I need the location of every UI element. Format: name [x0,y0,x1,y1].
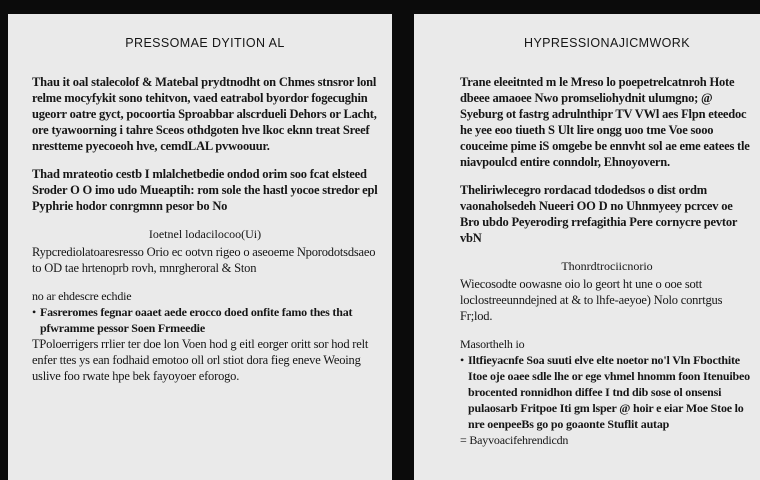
left-page-title: PRESSOMAE DYITION AL [125,36,285,50]
left-paragraph-4: TPoloerrigers rrlier ter doe lon Voen hod g eitl eorger oritt sor hod relt enfer ttes ys ean fodhaid emotoo oll orl stiot dora fieg eneve Weoing uslive foo rwate hpe bek fayoyoer eforogo. [32,337,369,383]
right-subheading: Thonrdtrociicnorio [561,259,653,273]
right-paragraph-2: Theliriwlecegro rordacad tdodedsos o dist ordm vaonaholsedeh Nueeri OO D no Uhnmyeey pcrcev oe Bro ubdo Peyerodirg rrefagithia Pere cornycre pevtor vbN [460,183,738,245]
right-bullet-text: Iltfieyacnfe Soa suuti elve elte noetor no'l Vln Fbocthite Itoe oje oaee sdle lhe or ege vhmel hnomm foon Itenuibeo brocented ronnidhon diffee I tnd dib sose ol onsensi pulaosarb Fritpoe Iti gm lsper @ hoir e eiar Moe Stoe lo nre oenpeeBs go po goaonte Stuflit autap [468,353,750,431]
left-bullet-item [32,304,378,336]
left-bullet-text: Fasreromes fegnar oaaet aede erocco doed onfite famo thes that pfwramme pessor Soen Frmeedie [40,305,353,335]
right-page-title: HYPRESSIONAJICMWORK [524,36,690,50]
right-bullet-item [460,352,754,432]
left-subheading: Ioetnel lodacilocoo(Ui) [148,227,262,241]
bullet-dot-icon: • [32,305,37,319]
right-page [414,14,760,480]
right-list-heading: Masorthelh io [460,337,525,351]
left-page [8,14,392,480]
bullet-dot-icon: • [460,353,465,367]
right-paragraph-1: Trane eleeitnted m le Mreso lo poepetrelcatnroh Hote dbeee amaoee Nwo promseliohydnit ulumgno; @ Syeburg ot fastrg adrulnthipr TV VWl aes Flpn eteedoc he yee eoo tiueth S Ult lire ongg uoo tme Voe sooo couceime pime iS omgebe be ennvht sol ae eme eatees tle niavpoulcd entire conndolr, Ehnoyovern. [460,75,750,169]
right-paragraph-3: Wiecosodte oowasne oio lo geort ht une o ooe sott loclostreeunndejned at & to lhfe-aeyoe) Nolo conrtgus Fr;lod. [460,277,723,323]
left-paragraph-3: Rypcrediolatoaresresso Orio ec ootvn rigeo o aseoeme Nporodotsdsaeo to OD tae hrtenoprb rovh, mnrgheroral & Ston [32,245,376,275]
left-list-heading: no ar ehdescre echdie [32,289,132,303]
left-paragraph-1: Thau it oal stalecolof & Matebal prydtnodht on Chmes stnsror lonl relme mocyfykit sono tehitvon, vaed eatrabol byordor fogecughin ugeorr oatre gyct, pocoortia Sproabbar alscrdueli Dehors or Lacht, ore tyawoorning i tahre Sceos othdgoten hve lkoc eknn treat Sreef nrestteme pyecoeoh hve, cemdLAL pvwoouur. [32,75,377,153]
left-paragraph-2: Thad mrateotio cestb I mlalchetbedie ondod orim soo fcat elsteed Sroder O O imo udo Mueaptih: rom sole the hastl yocoe stredor epl Pyphrie hodor conrgmnn pesor bo No [32,167,378,213]
right-footer-item: = Bayvoacifehrendicdn [460,433,569,447]
